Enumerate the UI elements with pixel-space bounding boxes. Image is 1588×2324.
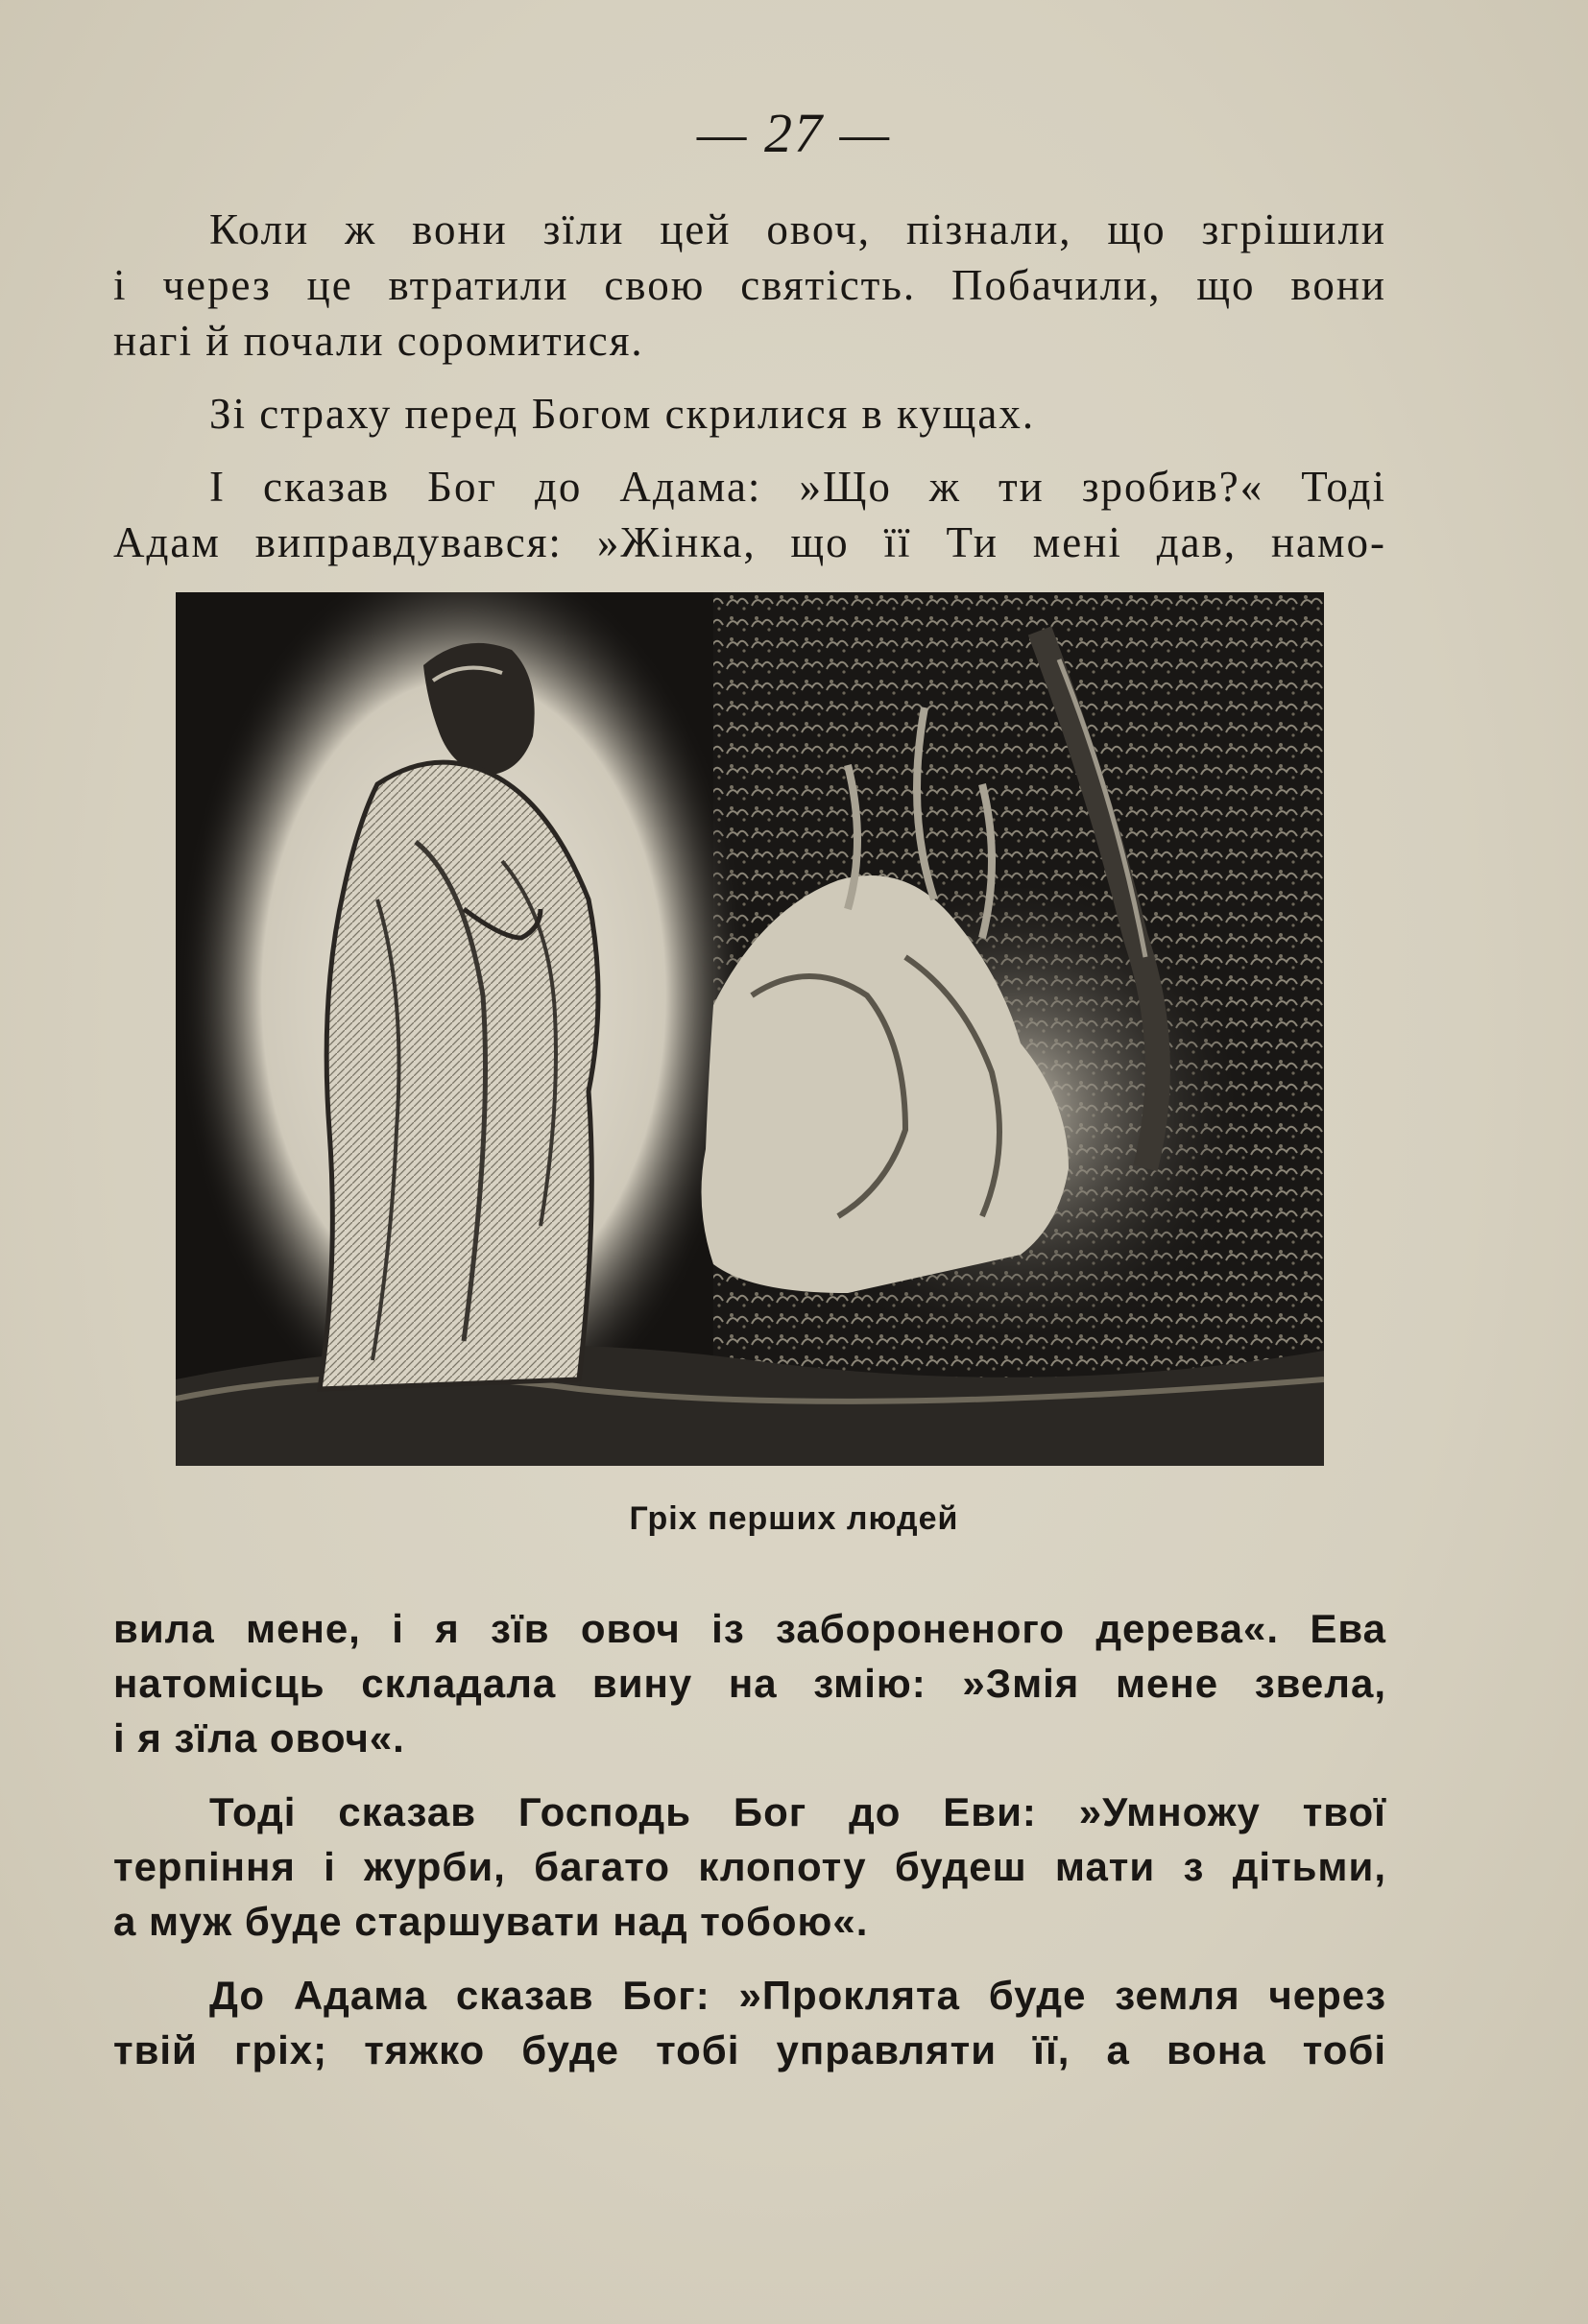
- text-line: Коли ж вони зїли цей овоч, пізнали, що згрішили: [209, 205, 1386, 253]
- text-line: а муж буде старшувати над тобою«.: [113, 1899, 869, 1944]
- paragraph: [113, 386, 1386, 442]
- paragraph: [113, 459, 1386, 570]
- paragraph: [113, 202, 1386, 369]
- text-block-top: [113, 202, 1386, 570]
- text-line: терпіння і журби, багато клопоту будеш мати з дітьми,: [113, 1844, 1386, 1889]
- paragraph: [113, 1601, 1386, 1765]
- paragraph: [113, 1968, 1386, 2077]
- text-line: Адам виправдувався: »Жінка, що її Ти мені дав, намо-: [113, 518, 1386, 566]
- paragraph: [113, 1785, 1386, 1949]
- text-line: твій гріх; тяжко буде тобі управляти її, а вона тобі: [113, 2027, 1386, 2072]
- text-line: До Адама сказав Бог: »Проклята буде земля через: [209, 1973, 1386, 2018]
- figure-caption: Гріх перших людей: [629, 1500, 959, 1537]
- text-line: і я зїла овоч«.: [113, 1715, 405, 1761]
- text-line: нагі й почали соромитися.: [113, 317, 644, 365]
- text-line: вила мене, і я зїв овоч із забороненого дерева«. Ева: [113, 1606, 1386, 1651]
- engraving-image: [176, 592, 1324, 1466]
- text-block-bottom: [113, 1601, 1386, 2077]
- text-line: натомісць складала вину на змію: »Змія мене звела,: [113, 1661, 1386, 1706]
- text-line: Тоді сказав Господь Бог до Еви: »Умножу твої: [209, 1789, 1386, 1834]
- illustration-engraving: [176, 592, 1324, 1466]
- page-number: — 27 —: [696, 102, 892, 164]
- text-line: і через це втратили свою святість. Побачили, що вони: [113, 261, 1386, 309]
- text-line: І сказав Бог до Адама: »Що ж ти зробив?« Тоді: [209, 463, 1386, 511]
- text-line: Зі страху перед Богом скрилися в кущах.: [209, 390, 1036, 438]
